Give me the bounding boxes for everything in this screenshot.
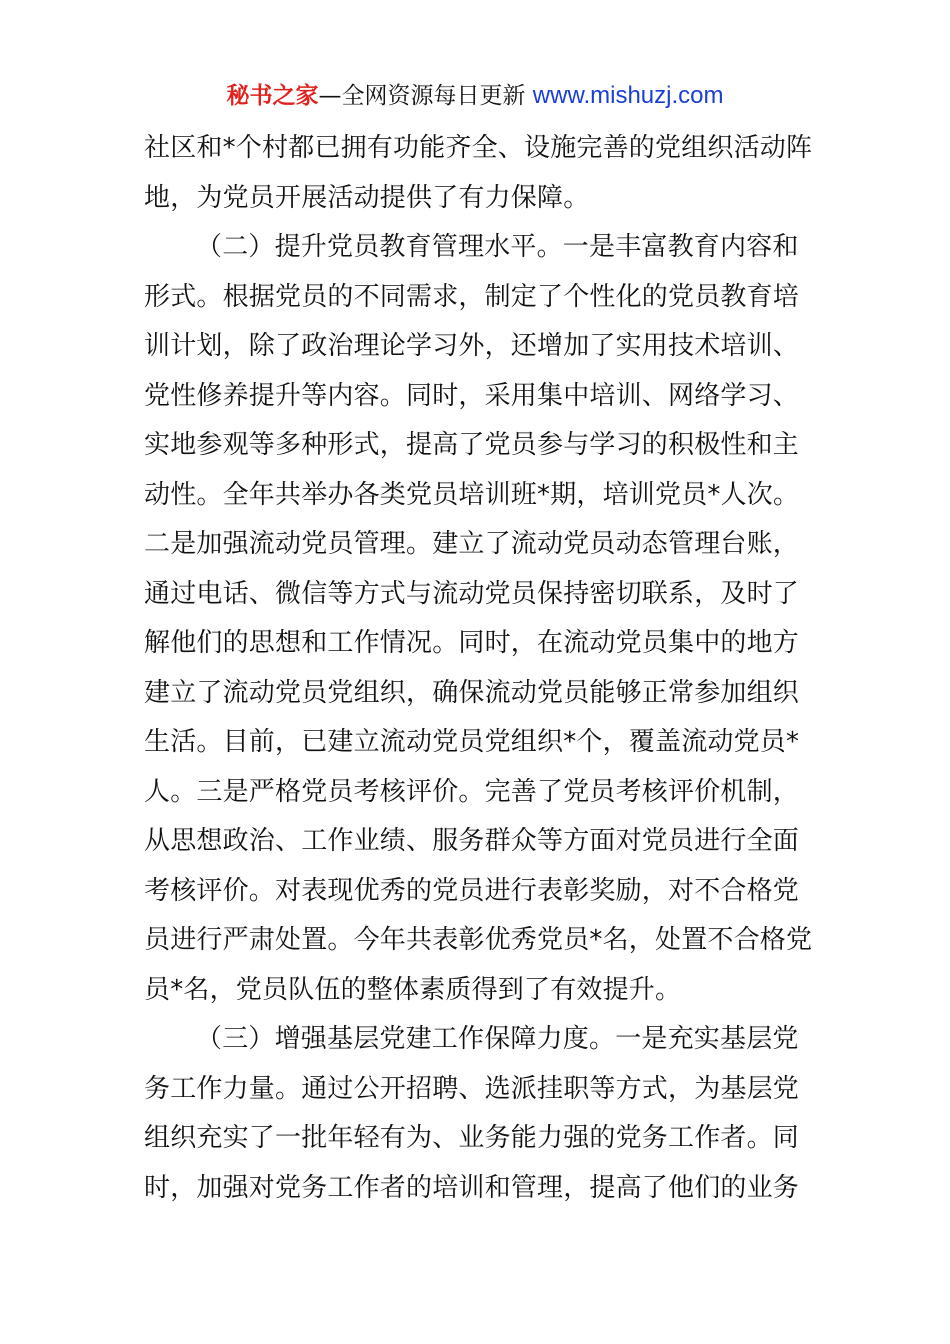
text-line: 解他们的思想和工作情况。同时，在流动党员集中的地方 bbox=[144, 628, 800, 658]
text-line: 生活。目前，已建立流动党员党组织*个，覆盖流动党员* bbox=[144, 727, 800, 757]
text-line: 员进行严肃处置。今年共表彰优秀党员*名，处置不合格党 bbox=[144, 925, 813, 955]
text-line: 动性。全年共举办各类党员培训班*期，培训党员*人次。 bbox=[144, 479, 800, 510]
text-line: 形式。根据党员的不同需求，制定了个性化的党员教育培 bbox=[144, 281, 800, 312]
text-line: 考核评价。对表现优秀的党员进行表彰奖励，对不合格党 bbox=[144, 875, 800, 906]
text-line: 社区和*个村都已拥有功能齐全、设施完善的党组织活动阵 bbox=[144, 133, 813, 163]
text-line: 建立了流动党员党组织，确保流动党员能够正常参加组织 bbox=[144, 677, 800, 708]
text-line: 时，加强对党务工作者的培训和管理，提高了他们的业务 bbox=[144, 1172, 800, 1203]
section-heading-line: （二）提升党员教育管理水平。一是丰富教育内容和 bbox=[196, 232, 799, 262]
text-line: 实地参观等多种形式，提高了党员参与学习的积极性和主 bbox=[144, 430, 800, 460]
site-tagline: —全网资源每日更新 bbox=[318, 83, 533, 109]
site-brand: 秘书之家 bbox=[226, 83, 319, 109]
text-line: 党性修养提升等内容。同时，采用集中培训、网络学习、 bbox=[144, 380, 800, 411]
text-line: 通过电话、微信等方式与流动党员保持密切联系，及时了 bbox=[144, 578, 800, 609]
text-line: 务工作力量。通过公开招聘、选派挂职等方式，为基层党 bbox=[144, 1073, 800, 1104]
text-line: 员*名，党员队伍的整体素质得到了有效提升。 bbox=[144, 974, 682, 1005]
text-line: 人。三是严格党员考核评价。完善了党员考核评价机制， bbox=[144, 776, 800, 807]
section-heading-line: （三）增强基层党建工作保障力度。一是充实基层党 bbox=[196, 1024, 799, 1054]
text-line: 二是加强流动党员管理。建立了流动党员动态管理台账， bbox=[144, 529, 800, 559]
text-line: 地，为党员开展活动提供了有力保障。 bbox=[144, 182, 590, 213]
text-line: 训计划，除了政治理论学习外，还增加了实用技术培训、 bbox=[144, 331, 800, 361]
site-header bbox=[0, 80, 950, 112]
site-url: www.mishuzj.com bbox=[532, 82, 724, 109]
document-body bbox=[144, 124, 813, 1213]
text-line: 组织充实了一批年轻有为、业务能力强的党务工作者。同 bbox=[144, 1123, 800, 1153]
text-line: 从思想政治、工作业绩、服务群众等方面对党员进行全面 bbox=[144, 826, 800, 856]
